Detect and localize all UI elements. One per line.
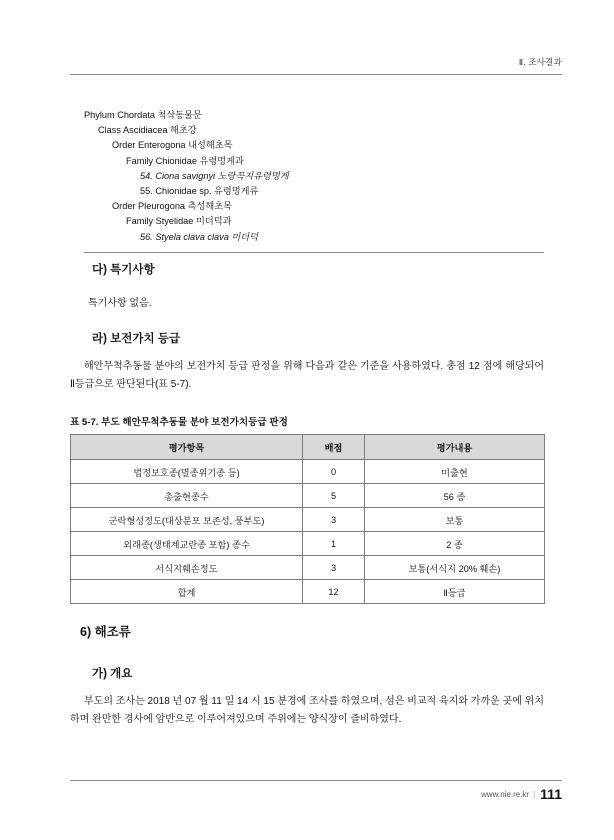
- table-cell: 1: [303, 532, 365, 556]
- taxon-text: Family Styelidae 미더덕과: [126, 216, 232, 227]
- taxon-line: [84, 199, 544, 214]
- heading-overview: 가) 개요: [92, 668, 133, 680]
- table-cell: 3: [303, 556, 365, 580]
- header-section-label: Ⅱ. 조사결과: [518, 57, 562, 67]
- table-cell: 0: [303, 460, 365, 484]
- taxon-text: Family Chionidae 유령멍게과: [126, 155, 244, 166]
- table-caption: 표 5-7. 부도 해안무척추동물 분야 보전가치등급 판정: [70, 417, 288, 428]
- table-cell: 5: [303, 484, 365, 508]
- taxon-line: [84, 214, 544, 229]
- taxon-line: [84, 230, 544, 245]
- table-cell: 법정보호종(멸종위기종 등): [71, 460, 303, 484]
- paragraph-overview: 부도의 조사는 2018 년 07 월 11 일 14 시 15 분경에 조사를 하였으며, 섬은 비교적 육지와 가까운 곳에 위치하며 완만한 경사에 암반으로 이루어져있으며 주위에는 양식장이 즐비하였다.: [70, 696, 544, 725]
- table-row: [71, 460, 545, 484]
- page-number: 111: [540, 786, 562, 802]
- heading-conservation-grade: 라) 보전가치 등급: [92, 333, 180, 345]
- footer-separator: |: [533, 790, 536, 799]
- table-cell: 군락형성정도(대상분포 보존성, 풍부도): [71, 508, 303, 532]
- footer-divider: [70, 780, 562, 781]
- table-cell: 보통: [365, 508, 545, 532]
- page-footer: [70, 780, 562, 802]
- table-cell: Ⅱ등급: [365, 580, 545, 604]
- taxon-line: [84, 184, 544, 199]
- header-divider: [70, 74, 562, 75]
- taxon-text-italic: 54. Ciona savignyi 노랑꼭지유령멍게: [140, 170, 289, 181]
- taxon-text: Order Enterogona 내성해초목: [112, 140, 233, 151]
- taxon-line: [84, 108, 544, 123]
- table-cell: 외래종(생태계교란종 포함) 종수: [71, 532, 303, 556]
- table-cell: 총출현종수: [71, 484, 303, 508]
- taxonomy-list: [84, 108, 544, 253]
- table-row: [71, 532, 545, 556]
- table-header-cell: 평가내용: [365, 435, 545, 460]
- page-header: [70, 56, 562, 75]
- table-header-cell: 배점: [303, 435, 365, 460]
- table-cell: 보통(서식지 20% 훼손): [365, 556, 545, 580]
- paragraph-notes: 특기사항 없음.: [88, 298, 152, 309]
- table-row-total: [71, 580, 545, 604]
- table-row: [71, 484, 545, 508]
- table-cell: 2 종: [365, 532, 545, 556]
- heading-algae: 6) 해조류: [80, 625, 131, 639]
- heading-notes: 다) 특기사항: [92, 264, 155, 276]
- footer-content: [70, 786, 562, 802]
- taxon-text: Class Ascidiacea 해초강: [98, 125, 197, 136]
- taxon-text: Order Pleurogona 측성해초목: [112, 201, 232, 212]
- taxon-line: [84, 123, 544, 138]
- table-cell: 합계: [71, 580, 303, 604]
- table-row: [71, 556, 545, 580]
- taxon-line: [84, 138, 544, 153]
- table-cell: 3: [303, 508, 365, 532]
- table-cell: 12: [303, 580, 365, 604]
- taxon-text: Phylum Chordata 척삭동물문: [84, 110, 202, 120]
- taxon-text-italic: 56. Styela clava clava 미더덕: [140, 231, 259, 242]
- taxonomy-divider: [84, 252, 544, 253]
- table-cell: 미출현: [365, 460, 545, 484]
- table-cell: 56 종: [365, 484, 545, 508]
- paragraph-conservation-grade: 해안무척추동물 분야의 보전가치 등급 판정을 위해 다음과 같은 기준을 사용하였다. 총점 12 점에 해당되어 Ⅱ등급으로 판단된다(표 5-7).: [70, 361, 544, 390]
- taxon-line: [84, 169, 544, 184]
- table-header-cell: 평가항목: [71, 435, 303, 460]
- taxon-line: [84, 154, 544, 169]
- footer-website: www.nie.re.kr: [481, 790, 530, 799]
- conservation-grade-table: [70, 434, 544, 604]
- table-header-row: [71, 435, 545, 460]
- table-cell: 서식지훼손정도: [71, 556, 303, 580]
- table-row: [71, 508, 545, 532]
- taxon-text: 55. Chionidae sp. 유령멍게류: [140, 186, 259, 197]
